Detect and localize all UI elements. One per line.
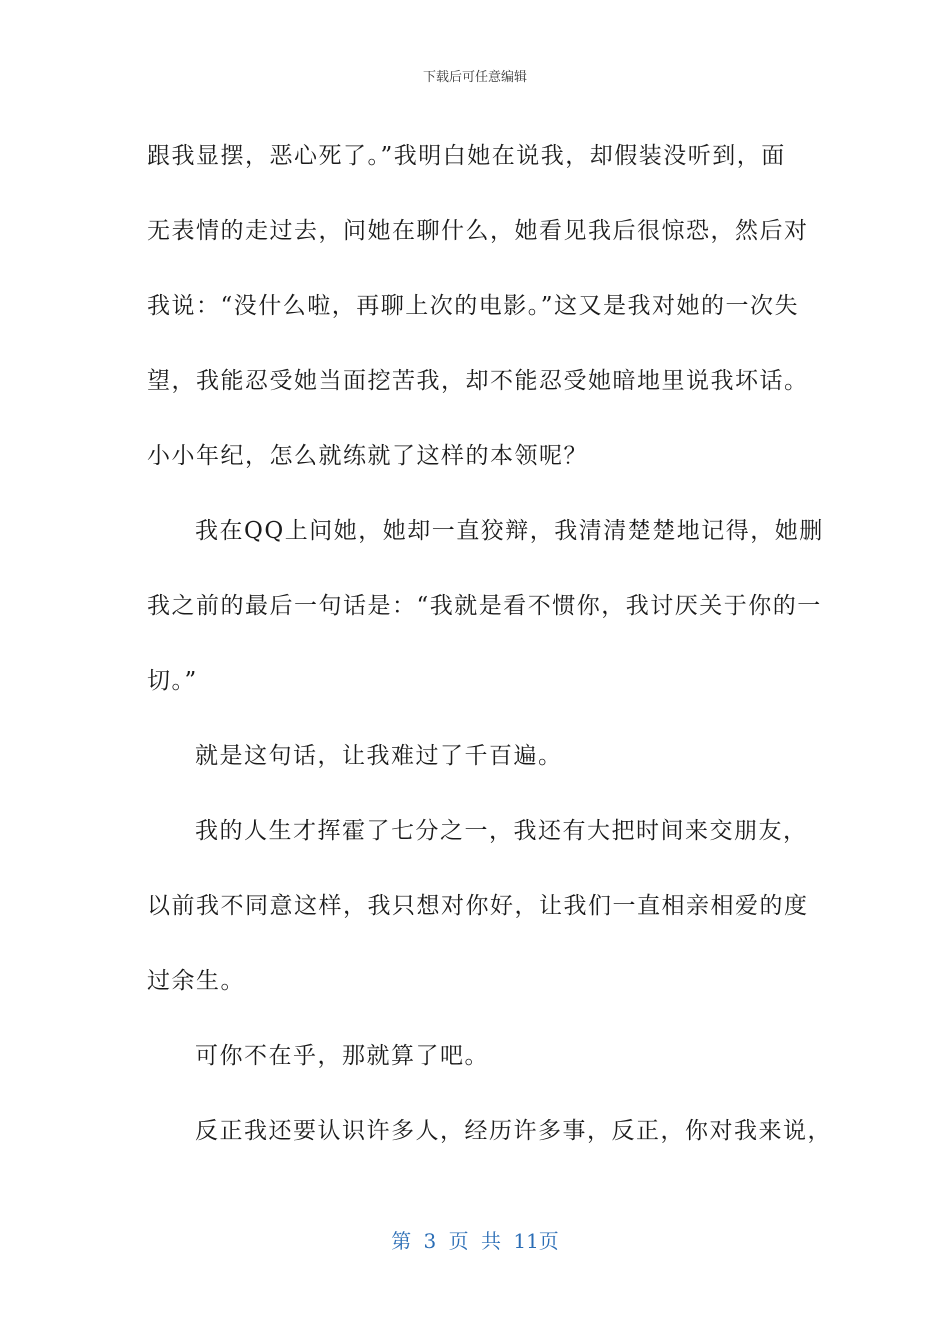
- text-line: 我的人生才挥霍了七分之一，我还有大把时间来交朋友，: [195, 818, 808, 844]
- text-line: 望，我能忍受她当面挖苦我，却不能忍受她暗地里说我坏话。: [147, 368, 809, 394]
- text-line: 我在QQ上问她，她却一直狡辩，我清清楚楚地记得，她删: [195, 518, 824, 544]
- page-header: 下载后可任意编辑: [422, 70, 527, 85]
- paragraph-4: [147, 794, 807, 1019]
- paragraph-2: [147, 494, 824, 719]
- text-line: 我之前的最后一句话是：“我就是看不惯你，我讨厌关于你的一: [147, 593, 822, 619]
- paragraph-3: [147, 719, 807, 794]
- text-line: 就是这句话，让我难过了千百遍。: [195, 743, 563, 769]
- text-line: 我说：“没什么啦，再聊上次的电影。”这又是我对她的一次失: [147, 293, 800, 319]
- text-line: 可你不在乎，那就算了吧。: [195, 1043, 489, 1069]
- text-line: 以前我不同意这样，我只想对你好，让我们一直相亲相爱的度: [147, 893, 809, 919]
- text-line: 切。”: [147, 668, 198, 694]
- text-line: 无表情的走过去，问她在聊什么，她看见我后很惊恐，然后对: [147, 218, 809, 244]
- text-line: 小小年纪，怎么就练就了这样的本领呢？: [147, 443, 588, 469]
- text-line: 跟我显摆，恶心死了。”我明白她在说我，却假装没听到，面: [147, 143, 786, 169]
- paragraph-6: [147, 1094, 832, 1169]
- paragraph-1: [147, 119, 807, 494]
- page-number-footer: 第 3 页 共 11页: [391, 1229, 559, 1253]
- text-line: 反正我还要认识许多人，经历许多事，反正，你对我来说，: [195, 1118, 832, 1144]
- document-body: [147, 119, 832, 1169]
- text-line: 过余生。: [147, 968, 245, 994]
- paragraph-5: [147, 1019, 807, 1094]
